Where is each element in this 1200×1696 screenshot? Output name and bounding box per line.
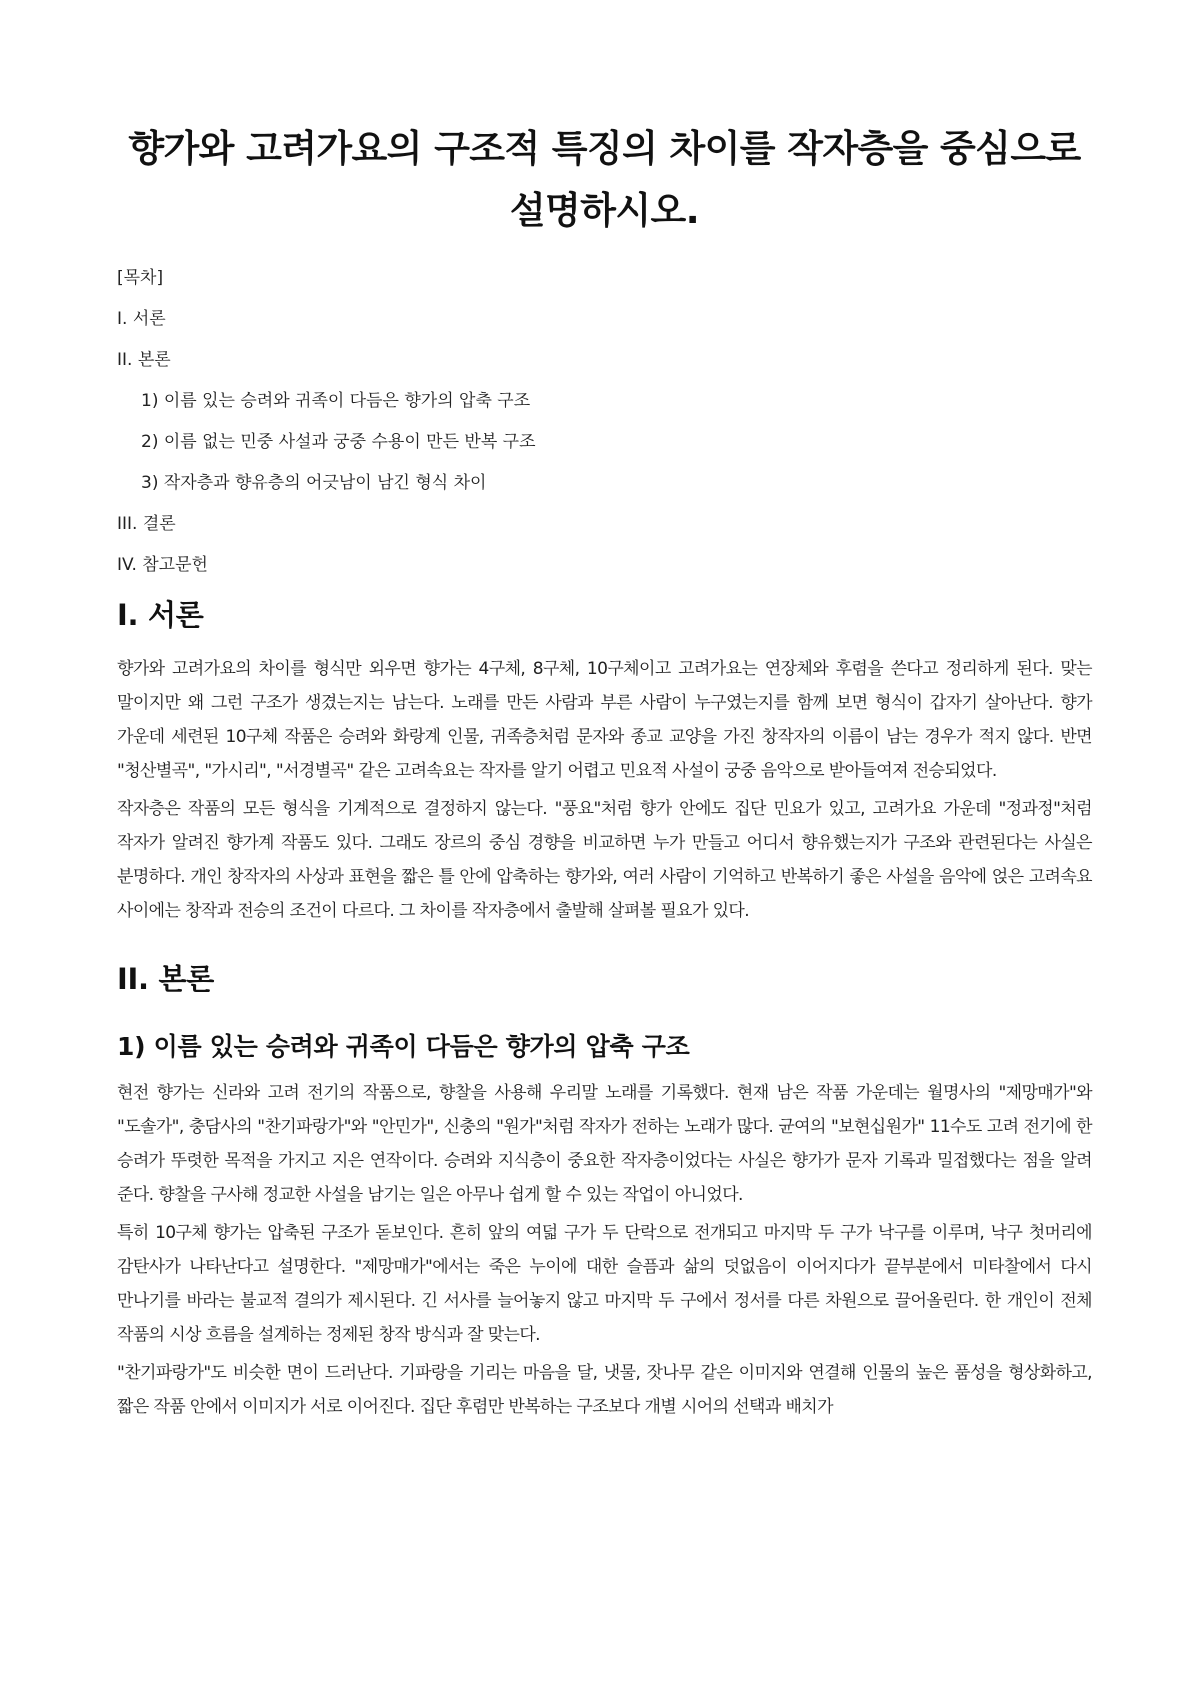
toc-item-body-3: 3) 작자층과 향유층의 어긋남이 남긴 형식 차이	[141, 473, 487, 493]
toc-item-introduction: I. 서론	[117, 309, 166, 329]
intro-paragraph: 향가와 고려가요의 차이를 형식만 외우면 향가는 4구체, 8구체, 10구체이고 고려가요는 연장체와 후렴을 쓴다고 정리하게 된다. 맞는 말이지만 왜 그런 구조가 생겼는지는 남는다. 노래를 만든 사람과 부른 사람이 누구였는지를 함께 보면 형식이 갑자기 살아난다. 향가 가운데 세련된 10구체 작품은 승려와 화랑계 인물, 귀족층처럼 문자와 종교 교양을 가진 창작자의 이름이 남는 경우가 적지 않다. 반면 "청산별곡", "가시리", "서경별곡" 같은 고려속요는 작자를 알기 어렵고 민요적 사설이 궁중 음악으로 받아들여져 전승되었다.	[117, 659, 1092, 781]
section-heading-body: II. 본론	[117, 962, 214, 996]
toc-heading: [목차]	[117, 268, 164, 288]
section-heading-introduction: I. 서론	[117, 598, 204, 632]
toc-item-conclusion: III. 결론	[117, 514, 176, 534]
toc-item-references: IV. 참고문헌	[117, 555, 208, 575]
document-page	[117, 118, 1092, 1424]
document-title: 향가와 고려가요의 구조적 특징의 차이를 작자층을 중심으로 설명하시오.	[128, 127, 1081, 232]
table-of-contents	[117, 268, 1092, 576]
body-paragraph: "찬기파랑가"도 비슷한 면이 드러난다. 기파랑을 기리는 마음을 달, 냇물, 잣나무 같은 이미지와 연결해 인물의 높은 품성을 형상화하고, 짧은 작품 안에서 이미지가 서로 이어진다. 집단 후렴만 반복하는 구조보다 개별 시어의 선택과 배치가	[117, 1363, 1092, 1417]
toc-item-body-1: 1) 이름 있는 승려와 귀족이 다듬은 향가의 압축 구조	[141, 391, 531, 411]
intro-paragraph: 작자층은 작품의 모든 형식을 기계적으로 결정하지 않는다. "풍요"처럼 향가 안에도 집단 민요가 있고, 고려가요 가운데 "정과정"처럼 작자가 알려진 향가계 작품도 있다. 그래도 장르의 중심 경향을 비교하면 누가 만들고 어디서 향유했는지가 구조와 관련된다는 사실은 분명하다. 개인 창작자의 사상과 표현을 짧은 틀 안에 압축하는 향가와, 여러 사람이 기억하고 반복하기 좋은 사설을 음악에 얹은 고려속요 사이에는 창작과 전승의 조건이 다르다. 그 차이를 작자층에서 출발해 살펴볼 필요가 있다.	[117, 799, 1092, 921]
body-paragraph: 현전 향가는 신라와 고려 전기의 작품으로, 향찰을 사용해 우리말 노래를 기록했다. 현재 남은 작품 가운데는 월명사의 "제망매가"와 "도솔가", 충담사의 "찬기파랑가"와 "안민가", 신충의 "원가"처럼 작자가 전하는 노래가 많다. 균여의 "보현십원가" 11수도 고려 전기에 한 승려가 뚜렷한 목적을 가지고 지은 연작이다. 승려와 지식층이 중요한 작자층이었다는 사실은 향가가 문자 기록과 밀접했다는 점을 알려 준다. 향찰을 구사해 정교한 사설을 남기는 일은 아무나 쉽게 할 수 있는 작업이 아니었다.	[117, 1083, 1092, 1205]
toc-item-body: II. 본론	[117, 350, 171, 370]
subsection-heading-1: 1) 이름 있는 승려와 귀족이 다듬은 향가의 압축 구조	[117, 1032, 690, 1061]
body-paragraph: 특히 10구체 향가는 압축된 구조가 돋보인다. 흔히 앞의 여덟 구가 두 단락으로 전개되고 마지막 두 구가 낙구를 이루며, 낙구 첫머리에 감탄사가 나타난다고 설명한다. "제망매가"에서는 죽은 누이에 대한 슬픔과 삶의 덧없음이 이어지다가 끝부분에서 미타찰에서 다시 만나기를 바라는 불교적 결의가 제시된다. 긴 서사를 늘어놓지 않고 마지막 두 구에서 정서를 다른 차원으로 끌어올린다. 한 개인이 전체 작품의 시상 흐름을 설계하는 정제된 창작 방식과 잘 맞는다.	[117, 1223, 1092, 1345]
toc-item-body-2: 2) 이름 없는 민중 사설과 궁중 수용이 만든 반복 구조	[141, 432, 536, 452]
